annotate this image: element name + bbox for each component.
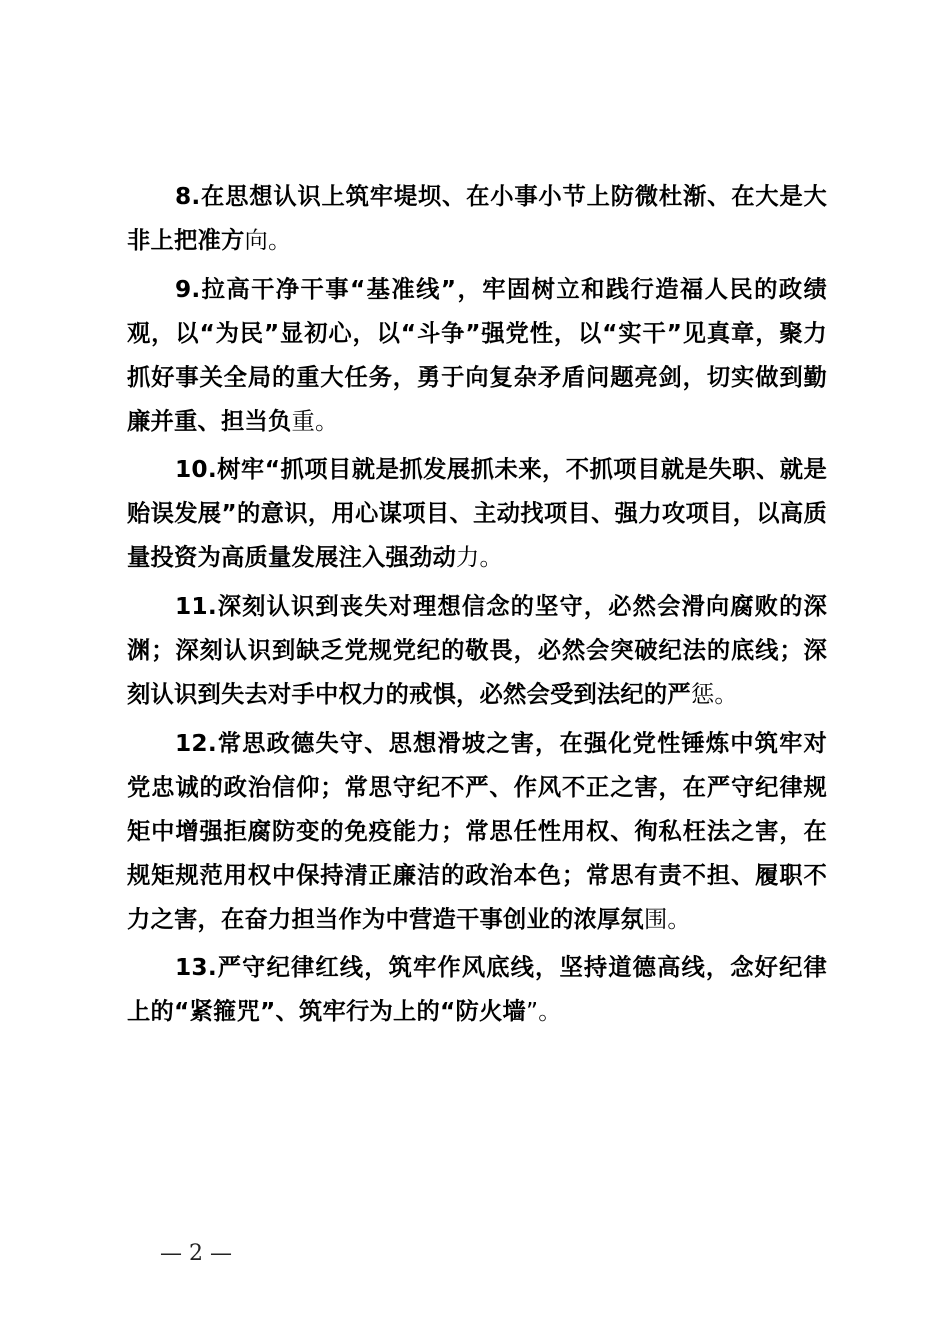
paragraph-13	[127, 946, 827, 1034]
paragraph-tail: 力。	[455, 544, 503, 572]
page-number: — 2 —	[160, 1241, 232, 1266]
paragraph-12	[127, 722, 827, 942]
paragraph-text: 12.常思政德失守、思想滑坡之害，在强化党性锤炼中筑牢对党忠诚的政治信仰；常思守纪不严、作风不正之害，在严守纪律规矩中增强拒腐防变的免疫能力；常思任性用权、徇私枉法之害，在规矩规范用权中保持清正廉洁的政治本色；常思有责不担、履职不力之害，在奋力担当作为中营造干事创业的浓厚氛	[127, 729, 827, 933]
paragraph-text: 10.树牢“抓项目就是抓发展抓未来，不抓项目就是失职、就是贻误发展”的意识，用心谋项目、主动找项目、强力攻项目，以高质量投资为高质量发展注入强劲动	[127, 456, 827, 572]
paragraph-10	[127, 448, 827, 580]
paragraph-8	[127, 175, 827, 263]
paragraph-tail: 向。	[244, 226, 292, 254]
paragraph-tail: 惩。	[690, 680, 738, 708]
paragraph-tail: 重。	[291, 407, 339, 435]
paragraph-text: 8.在思想认识上筑牢堤坝、在小事小节上防微杜渐、在大是大非上把准方	[127, 183, 827, 254]
paragraph-text: 11.深刻认识到丧失对理想信念的坚守，必然会滑向腐败的深渊；深刻认识到缺乏党规党纪的敬畏，必然会突破纪法的底线；深刻认识到失去对手中权力的戒惧，必然会受到法纪的严	[127, 593, 827, 708]
document-body	[127, 175, 827, 1039]
paragraph-tail: 围。	[643, 905, 691, 933]
paragraph-9	[127, 268, 827, 444]
paragraph-text: 13.严守纪律红线，筑牢作风底线，坚持道德高线，念好纪律上的“紧箍咒”、筑牢行为上的“防火墙	[127, 954, 827, 1026]
paragraph-11	[127, 585, 827, 717]
paragraph-tail: ”。	[526, 998, 562, 1026]
paragraph-text: 9.拉高干净干事“基准线”，牢固树立和践行造福人民的政绩观，以“为民”显初心，以“斗争”强党性，以“实干”见真章，聚力抓好事关全局的重大任务，勇于向复杂矛盾问题亮剑，切实做到勤廉并重、担当负	[127, 275, 827, 435]
